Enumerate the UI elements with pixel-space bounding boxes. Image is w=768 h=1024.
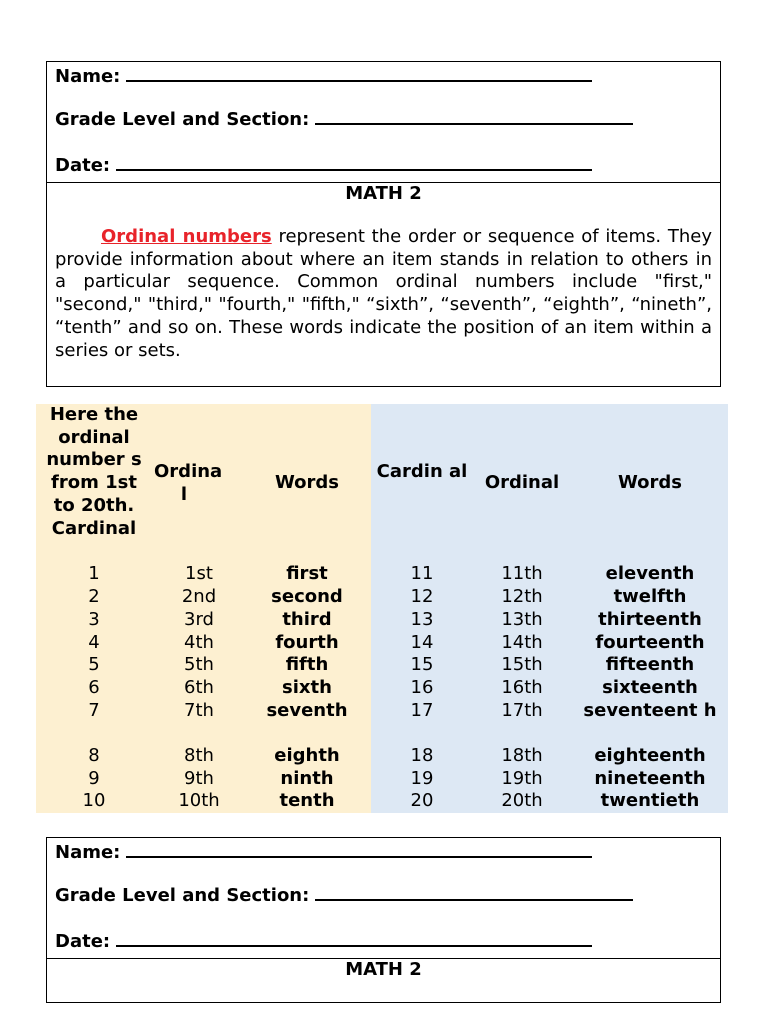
- cardinal-cell: 9: [88, 768, 100, 789]
- subject-title: MATH 2: [345, 183, 422, 204]
- name-label: Name:: [55, 66, 121, 87]
- word-cell: thirteenth: [598, 609, 702, 630]
- grade-line: [55, 107, 633, 131]
- word-cell: first: [286, 563, 328, 584]
- word-cell: eighth: [274, 745, 340, 766]
- grade-blank[interactable]: [315, 107, 633, 125]
- footer-grade-label: Grade Level and Section:: [55, 885, 310, 906]
- cardinal-cell: 15: [410, 654, 434, 675]
- cardinal-cell: 1: [88, 563, 100, 584]
- ordinal-cell: 6th: [184, 677, 214, 698]
- ordinal-numbers-term: Ordinal numbers: [101, 226, 272, 247]
- ordinal-cell: 3rd: [184, 609, 214, 630]
- cardinal-cell: 11: [410, 563, 434, 584]
- worksheet-header-box: [46, 61, 721, 387]
- word-cell: second: [271, 586, 343, 607]
- ordinal-cell: 16th: [501, 677, 543, 698]
- footer-grade-blank[interactable]: [315, 883, 633, 901]
- footer-name-label: Name:: [55, 842, 121, 863]
- date-label: Date:: [55, 155, 111, 176]
- cardinal-cell: 5: [88, 654, 100, 675]
- worksheet-footer-box: [46, 837, 721, 1003]
- ordinal-cell: 14th: [501, 632, 543, 653]
- cardinal-cell: 7: [88, 700, 100, 721]
- ordinal-cell: 13th: [501, 609, 543, 630]
- cardinal-cell: 19: [410, 768, 434, 789]
- word-cell: seventeent h: [583, 700, 717, 721]
- ordinal-cell: 8th: [184, 745, 214, 766]
- cardinal-cell: 12: [410, 586, 434, 607]
- ordinal-cell: 15th: [501, 654, 543, 675]
- ordinal-cell: 10th: [178, 790, 220, 811]
- ordinal-cell: 11th: [501, 563, 543, 584]
- word-cell: seventh: [266, 700, 348, 721]
- ordinal-cell: 9th: [184, 768, 214, 789]
- word-cell: eleventh: [605, 563, 695, 584]
- header-cardinal-right: Cardin al: [376, 461, 468, 482]
- date-line: [55, 153, 592, 177]
- word-cell: nineteenth: [594, 768, 706, 789]
- ordinal-cell: 20th: [501, 790, 543, 811]
- cardinal-cell: 8: [88, 745, 100, 766]
- word-cell: sixteenth: [602, 677, 698, 698]
- date-blank[interactable]: [116, 153, 592, 171]
- word-cell: third: [282, 609, 332, 630]
- word-cell: eighteenth: [594, 745, 706, 766]
- word-cell: fifteenth: [605, 654, 695, 675]
- header-cardinal-left: Here the ordinal number s from 1st to 20th. Cardinal: [46, 404, 142, 539]
- ordinal-cell: 5th: [184, 654, 214, 675]
- ordinal-cell: 17th: [501, 700, 543, 721]
- footer-name-blank[interactable]: [126, 840, 592, 858]
- ordinal-cell: 19th: [501, 768, 543, 789]
- header-words-left: Words: [274, 472, 340, 493]
- cardinal-cell: 6: [88, 677, 100, 698]
- cardinal-cell: 14: [410, 632, 434, 653]
- cardinal-cell: 13: [410, 609, 434, 630]
- cardinal-cell: 16: [410, 677, 434, 698]
- ordinal-cell: 12th: [501, 586, 543, 607]
- ordinal-cell: 2nd: [181, 586, 217, 607]
- ordinal-cell: 7th: [184, 700, 214, 721]
- word-cell: twelfth: [613, 586, 687, 607]
- word-cell: fifth: [285, 654, 329, 675]
- word-cell: twentieth: [600, 790, 700, 811]
- cardinal-cell: 10: [82, 790, 106, 811]
- word-cell: tenth: [279, 790, 335, 811]
- footer-name-line: [55, 840, 592, 864]
- header-ordinal-right: Ordinal: [484, 472, 560, 493]
- grade-label: Grade Level and Section:: [55, 109, 310, 130]
- intro-text: represent the order or sequence of items. They provide information about where an item stands in relation to others in a particular sequence. Common ordinal numbers include "first," "second," "third," "fourth," "fifth," “sixth”, “seventh”, “eighth”, “nineth”, “tenth” and so on. These words indicate the position of an item within a series or sets.: [55, 226, 712, 361]
- word-cell: ninth: [280, 768, 334, 789]
- intro-paragraph: [55, 226, 712, 362]
- footer-subject-title: MATH 2: [345, 959, 422, 980]
- footer-date-label: Date:: [55, 931, 111, 952]
- ordinal-cell: 4th: [184, 632, 214, 653]
- cardinal-cell: 3: [88, 609, 100, 630]
- cardinal-cell: 2: [88, 586, 100, 607]
- cardinal-cell: 4: [88, 632, 100, 653]
- cardinal-cell: 18: [410, 745, 434, 766]
- ordinal-cell: 1st: [185, 563, 213, 584]
- footer-date-blank[interactable]: [116, 929, 592, 947]
- word-cell: fourteenth: [595, 632, 705, 653]
- ordinal-cell: 18th: [501, 745, 543, 766]
- cardinal-cell: 17: [410, 700, 434, 721]
- ordinal-table: [36, 404, 728, 813]
- footer-grade-line: [55, 883, 633, 907]
- cardinal-cell: 20: [410, 790, 434, 811]
- word-cell: fourth: [275, 632, 339, 653]
- name-blank[interactable]: [126, 64, 592, 82]
- name-line: [55, 64, 592, 88]
- header-words-right: Words: [617, 472, 683, 493]
- word-cell: sixth: [282, 677, 332, 698]
- footer-date-line: [55, 929, 592, 953]
- header-ordinal-left: Ordina l: [154, 461, 223, 505]
